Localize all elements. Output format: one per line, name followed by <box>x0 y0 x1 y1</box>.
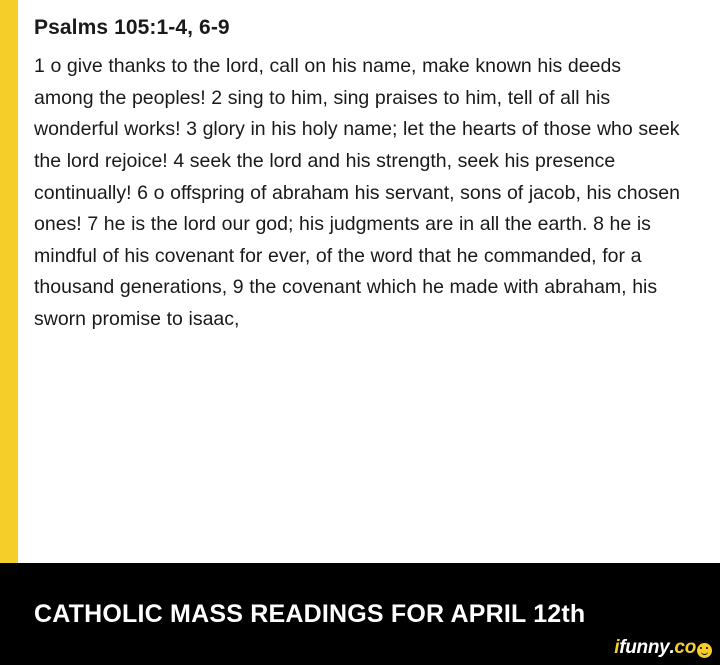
ifunny-watermark <box>614 637 712 659</box>
scripture-reference-title: Psalms 105:1-4, 6-9 <box>34 16 230 39</box>
watermark-suffix: co <box>674 637 696 658</box>
smiley-face-icon <box>697 643 712 658</box>
watermark-name: funny <box>619 637 670 658</box>
caption-text: CATHOLIC MASS READINGS FOR APRIL 12th <box>34 599 586 628</box>
scripture-body-text: 1 o give thanks to the lord, call on his name, make known his deeds among the peoples! 2 sing to him, sing praises to him, tell of all his wonderful works! 3 glory in his holy name; let the hearts of those who seek the lord rejoice! 4 seek the lord and his strength, seek his presence continually! 6 o offspring of abraham his servant, sons of jacob, his chosen ones! 7 he is the lord our god; his judgments are in all the earth. 8 he is mindful of his covenant for ever, of the word that he commanded, for a thousand generations, 9 the covenant which he made with abraham, his sworn promise to isaac, <box>34 55 680 330</box>
watermark-dot: . <box>669 637 675 658</box>
watermark-prefix: i <box>614 637 620 658</box>
caption-banner <box>0 563 720 665</box>
